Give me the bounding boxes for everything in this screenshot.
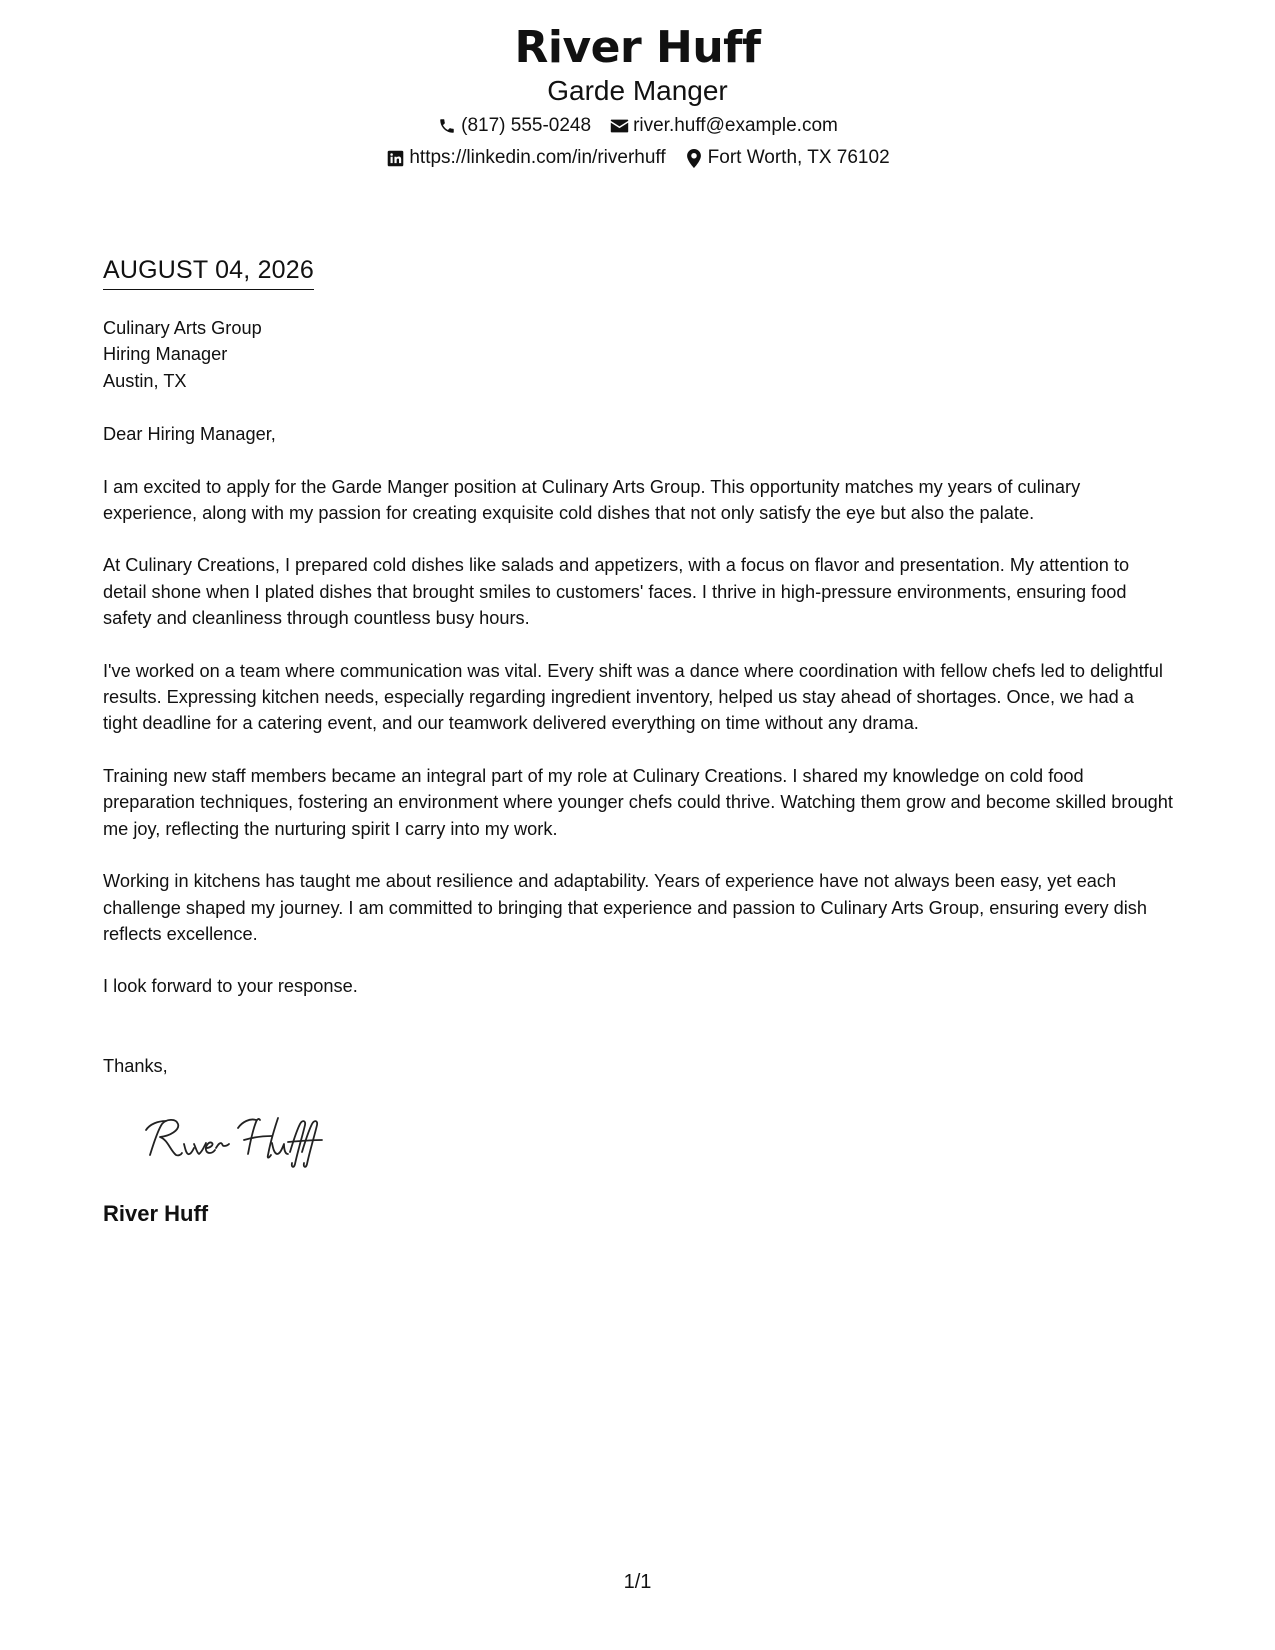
body-paragraph: I've worked on a team where communication was vital. Every shift was a dance where coordination with fellow chefs led to delightful results. Expressing kitchen needs, especially regarding ingredient inventory, helped us stay ahead of shortages. Once, we had a tight deadline for a catering event, and our teamwork delivered everything on time without any drama.	[103, 660, 1163, 734]
letter-date: AUGUST 04, 2026	[103, 255, 314, 290]
applicant-name: River Huff	[514, 22, 761, 73]
contact-email	[609, 114, 838, 138]
handwritten-signature	[140, 1110, 330, 1170]
signer-name: River Huff	[103, 1201, 209, 1226]
applicant-job-title: Garde Manger	[547, 75, 728, 106]
body-paragraph: At Culinary Creations, I prepared cold dishes like salads and appetizers, with a focus on flavor and presentation. My attention to detail shone when I plated dishes that brought smiles to customers' faces. I thrive in high-pressure environments, ensuring food safety and cleanliness through countless busy hours.	[103, 555, 1130, 629]
map-pin-icon	[684, 148, 704, 168]
phone-number[interactable]: (817) 555-0248	[461, 115, 592, 136]
contact-phone	[437, 114, 591, 138]
body-paragraph: Training new staff members became an integral part of my role at Culinary Creations. I shared my knowledge on cold food preparation techniques, fostering an environment where younger chefs could thrive. Watching them grow and become skilled brought me joy, reflecting the nurturing spirit I carry into my work.	[103, 765, 1173, 839]
linkedin-url[interactable]: https://linkedin.com/in/riverhuff	[409, 147, 666, 168]
phone-icon	[437, 116, 457, 136]
salutation: Dear Hiring Manager,	[103, 424, 276, 445]
linkedin-icon	[385, 148, 405, 168]
page-number: 1/1	[623, 1571, 652, 1593]
letter-body	[103, 315, 1173, 1079]
recipient-block	[103, 315, 1173, 394]
contact-linkedin	[385, 146, 665, 170]
recipient-location: Austin, TX	[103, 370, 187, 391]
recipient-company: Culinary Arts Group	[103, 318, 262, 338]
contact-line-primary	[0, 114, 1275, 138]
location-text: Fort Worth, TX 76102	[707, 147, 890, 168]
contact-line-secondary	[0, 146, 1275, 170]
contact-location	[684, 146, 890, 170]
signoff: Thanks,	[103, 1055, 168, 1076]
letter-header	[0, 22, 1275, 170]
email-address[interactable]: river.huff@example.com	[633, 115, 838, 136]
envelope-icon	[609, 116, 629, 136]
body-paragraph: Working in kitchens has taught me about resilience and adaptability. Years of experience have not always been easy, yet each challenge shaped my journey. I am committed to bringing that experience and passion to Culinary Arts Group, ensuring every dish reflects excellence.	[103, 871, 1147, 944]
body-paragraph: I am excited to apply for the Garde Manger position at Culinary Arts Group. This opportunity matches my years of culinary experience, along with my passion for creating exquisite cold dishes that not only satisfy the eye but also the palate.	[103, 476, 1081, 524]
recipient-role: Hiring Manager	[103, 344, 228, 365]
closing-line: I look forward to your response.	[103, 976, 358, 997]
